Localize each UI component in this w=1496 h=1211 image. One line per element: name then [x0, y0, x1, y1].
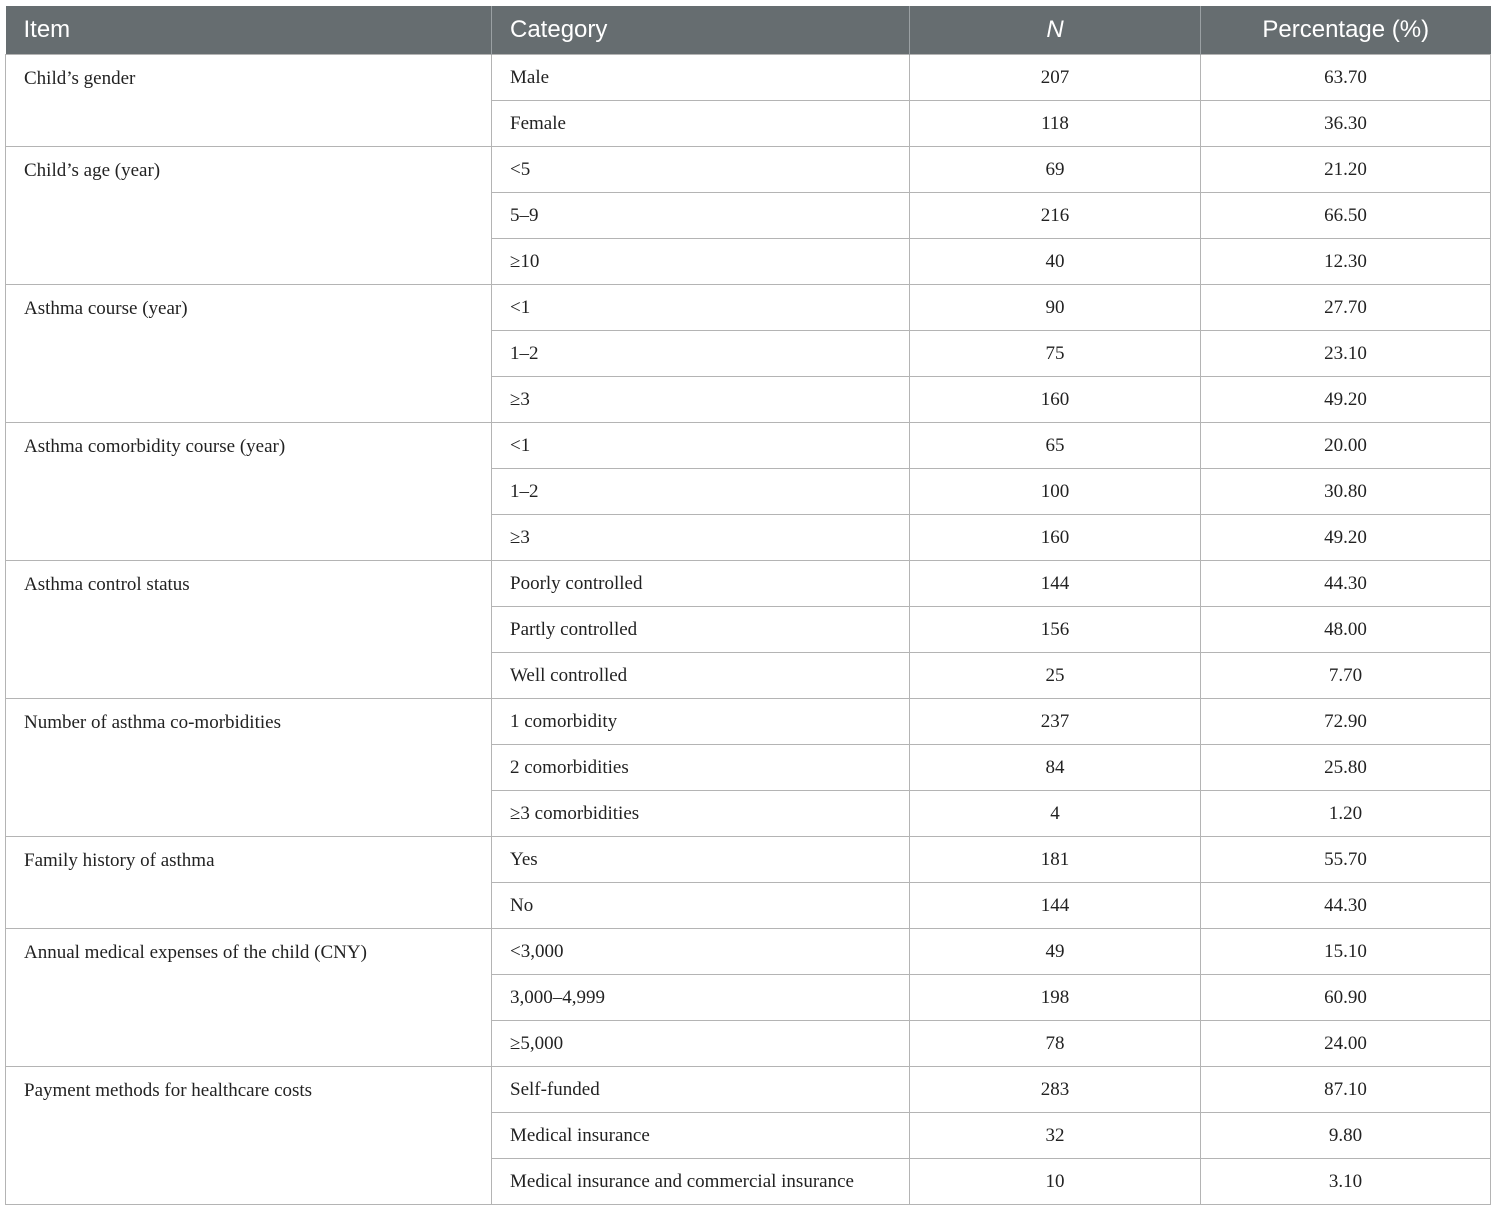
item-cell: Child’s age (year): [6, 147, 492, 285]
item-cell: Child’s gender: [6, 55, 492, 147]
table-row: [6, 147, 1491, 193]
n-cell: 160: [910, 515, 1201, 561]
item-cell: Number of asthma co-morbidities: [6, 699, 492, 837]
percentage-cell: 12.30: [1201, 239, 1491, 285]
n-cell: 144: [910, 561, 1201, 607]
percentage-cell: 20.00: [1201, 423, 1491, 469]
header-n: N: [910, 6, 1201, 55]
table-row: [6, 285, 1491, 331]
percentage-cell: 7.70: [1201, 653, 1491, 699]
category-cell: 1–2: [492, 331, 910, 377]
percentage-cell: 25.80: [1201, 745, 1491, 791]
item-cell: Asthma course (year): [6, 285, 492, 423]
n-cell: 10: [910, 1159, 1201, 1205]
category-cell: Male: [492, 55, 910, 101]
category-cell: ≥3: [492, 515, 910, 561]
category-cell: <1: [492, 423, 910, 469]
table-row: [6, 929, 1491, 975]
percentage-cell: 1.20: [1201, 791, 1491, 837]
category-cell: 3,000–4,999: [492, 975, 910, 1021]
category-cell: ≥3: [492, 377, 910, 423]
category-cell: Poorly controlled: [492, 561, 910, 607]
percentage-cell: 24.00: [1201, 1021, 1491, 1067]
category-cell: 2 comorbidities: [492, 745, 910, 791]
percentage-cell: 87.10: [1201, 1067, 1491, 1113]
n-cell: 198: [910, 975, 1201, 1021]
category-cell: No: [492, 883, 910, 929]
header-category: Category: [492, 6, 910, 55]
table-row: [6, 1067, 1491, 1113]
percentage-cell: 15.10: [1201, 929, 1491, 975]
percentage-cell: 3.10: [1201, 1159, 1491, 1205]
category-cell: <3,000: [492, 929, 910, 975]
table-body: [6, 55, 1491, 1205]
n-cell: 156: [910, 607, 1201, 653]
percentage-cell: 27.70: [1201, 285, 1491, 331]
category-cell: <5: [492, 147, 910, 193]
n-cell: 40: [910, 239, 1201, 285]
n-cell: 216: [910, 193, 1201, 239]
percentage-cell: 21.20: [1201, 147, 1491, 193]
percentage-cell: 49.20: [1201, 515, 1491, 561]
category-cell: ≥3 comorbidities: [492, 791, 910, 837]
percentage-cell: 23.10: [1201, 331, 1491, 377]
n-cell: 4: [910, 791, 1201, 837]
n-cell: 49: [910, 929, 1201, 975]
table-row: [6, 837, 1491, 883]
n-cell: 237: [910, 699, 1201, 745]
item-cell: Family history of asthma: [6, 837, 492, 929]
n-cell: 69: [910, 147, 1201, 193]
n-cell: 65: [910, 423, 1201, 469]
n-cell: 181: [910, 837, 1201, 883]
header-item: Item: [6, 6, 492, 55]
n-cell: 75: [910, 331, 1201, 377]
percentage-cell: 44.30: [1201, 883, 1491, 929]
category-cell: ≥5,000: [492, 1021, 910, 1067]
category-cell: ≥10: [492, 239, 910, 285]
n-cell: 100: [910, 469, 1201, 515]
item-cell: Annual medical expenses of the child (CNY): [6, 929, 492, 1067]
category-cell: Well controlled: [492, 653, 910, 699]
item-cell: Asthma control status: [6, 561, 492, 699]
category-cell: 1 comorbidity: [492, 699, 910, 745]
category-cell: Yes: [492, 837, 910, 883]
header-row: [6, 6, 1491, 55]
percentage-cell: 30.80: [1201, 469, 1491, 515]
n-cell: 144: [910, 883, 1201, 929]
n-cell: 160: [910, 377, 1201, 423]
table-row: [6, 55, 1491, 101]
n-cell: 32: [910, 1113, 1201, 1159]
n-cell: 84: [910, 745, 1201, 791]
percentage-cell: 55.70: [1201, 837, 1491, 883]
category-cell: Medical insurance and commercial insurance: [492, 1159, 910, 1205]
percentage-cell: 36.30: [1201, 101, 1491, 147]
category-cell: Medical insurance: [492, 1113, 910, 1159]
percentage-cell: 72.90: [1201, 699, 1491, 745]
category-cell: <1: [492, 285, 910, 331]
category-cell: Female: [492, 101, 910, 147]
n-cell: 78: [910, 1021, 1201, 1067]
n-cell: 90: [910, 285, 1201, 331]
percentage-cell: 9.80: [1201, 1113, 1491, 1159]
n-cell: 207: [910, 55, 1201, 101]
category-cell: 5–9: [492, 193, 910, 239]
n-cell: 283: [910, 1067, 1201, 1113]
n-cell: 118: [910, 101, 1201, 147]
item-cell: Payment methods for healthcare costs: [6, 1067, 492, 1205]
data-table: [5, 6, 1491, 1205]
table-row: [6, 699, 1491, 745]
table-row: [6, 561, 1491, 607]
table-row: [6, 423, 1491, 469]
percentage-cell: 60.90: [1201, 975, 1491, 1021]
category-cell: 1–2: [492, 469, 910, 515]
percentage-cell: 63.70: [1201, 55, 1491, 101]
percentage-cell: 48.00: [1201, 607, 1491, 653]
item-cell: Asthma comorbidity course (year): [6, 423, 492, 561]
category-cell: Partly controlled: [492, 607, 910, 653]
percentage-cell: 49.20: [1201, 377, 1491, 423]
percentage-cell: 66.50: [1201, 193, 1491, 239]
percentage-cell: 44.30: [1201, 561, 1491, 607]
n-cell: 25: [910, 653, 1201, 699]
header-percentage: Percentage (%): [1201, 6, 1491, 55]
category-cell: Self-funded: [492, 1067, 910, 1113]
